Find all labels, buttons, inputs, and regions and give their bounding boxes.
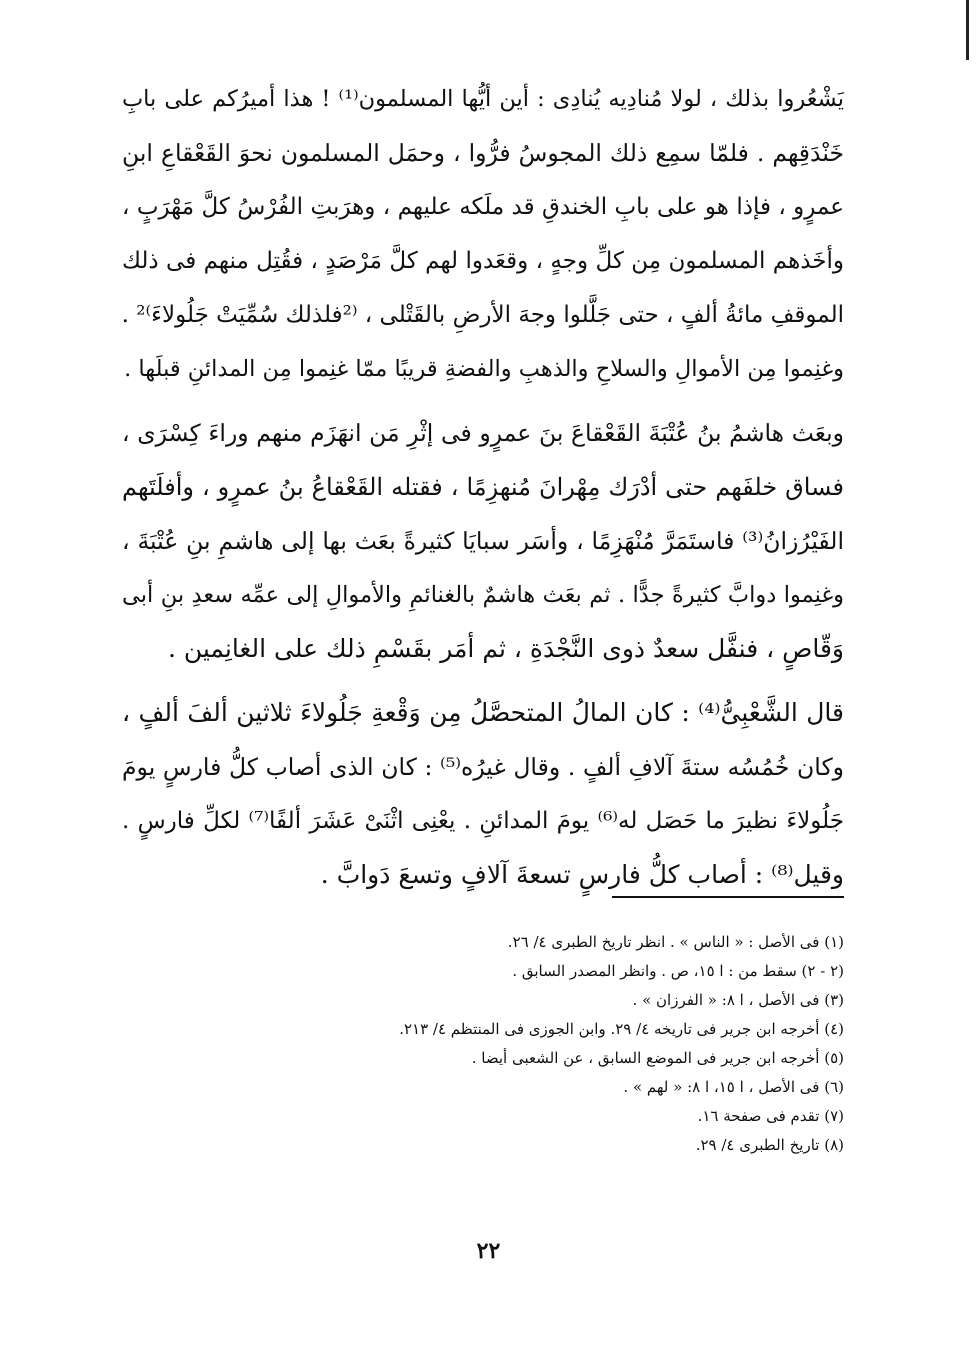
text-line: الموقفِ مائةُ ألفٍ ، حتى جَلَّلوا وجهَ الأرضِ بالقَتْلى ، ⁽²فلذلك سُمِّيَتْ جَلُولاءَ⁾² . (121, 302, 844, 328)
text-line: الفَيْرُزانُ⁽³⁾ فاستَمَرَّ مُنْهَزِمًا ، وأسَر سبايَا كثيرةً بعَث بها إلى هاشمِ بنِ عُتْبَةَ ، (122, 527, 844, 555)
text-line: وبعَث هاشمُ بنُ عُتْبَةَ القَعْقاعَ بنَ عمرٍو فى إثْرِ مَن انهَزَم منهم وراءَ كِسْرَى ، (122, 419, 844, 447)
paragraph-3 (122, 686, 844, 902)
text-line: وأخَذهم المسلمون مِن كلِّ وجهٍ ، وقعَدوا لهم كلَّ مَرْصَدٍ ، فقُتِل منهم فى ذلك (122, 248, 844, 274)
paragraph-2 (122, 406, 844, 676)
footnote-8: (٨) تاريخ الطبرى ٤/ ٢٩. (695, 1136, 844, 1154)
footnote-2: (٢ - ٢) سقط من : ا ١٥، ص . وانظر المصدر السابق . (512, 962, 844, 980)
text-line: جَلُولاءَ نظيرَ ما حَصَل له⁽⁶⁾ يومَ المدائنِ . يعْنِى اثْنَىْ عَشَرَ ألفًا⁽⁷⁾ لكلِّ فارسٍ . (122, 808, 844, 834)
footnote-1: (١) فى الأصل : « الناس » . انظر تاريخ الطبرى ٤/ ٢٦. (507, 933, 844, 951)
footnotes-section (200, 928, 844, 1160)
text-line: وقيل⁽⁸⁾ : أصاب كلُّ فارسٍ تسعةَ آلافٍ وتسعَ دَوابَّ . (320, 860, 844, 889)
footnote-divider (612, 896, 844, 898)
text-line: فساق خلفَهم حتى أدْرَك مِهْرانَ مُنهزِمًا ، فقتله القَعْقاعُ بنُ عمرٍو ، وأفلَتَهم (122, 473, 844, 501)
footnote-3: (٣) فى الأصل ، ا ٨: « الفرزان » . (632, 991, 844, 1009)
text-line: قال الشَّعْبِىُّ⁽⁴⁾ : كان المالُ المتحصَّلُ مِن وَقْعةِ جَلُولاءَ ثلاثين ألفَ ألفٍ ، (122, 698, 844, 727)
text-line: وغنِموا دوابَّ كثيرةً جدًّا . ثم بعَث هاشمٌ بالغنائمِ والأموالِ إلى عمِّه سعدِ بنِ أبى (122, 582, 844, 608)
main-text-body (122, 72, 844, 902)
text-line: خَنْدَقِهم . فلمّا سمِع ذلك المجوسُ فرُّوا ، وحمَل المسلمون نحوَ القَعْقاعِ ابنِ (122, 139, 844, 167)
page-edge-line (966, 0, 969, 60)
paragraph-1 (122, 72, 844, 396)
text-line: يَشْعُروا بذلك ، لولا مُنادِيه يُنادِى : أين أيُّها المسلمون⁽¹⁾ ! هذا أميرُكم على بابِ (122, 86, 844, 112)
footnote-7: (٧) تقدم فى صفحة ١٦. (697, 1107, 844, 1125)
footnote-4: (٤) أخرجه ابن جرير فى تاريخه ٤/ ٢٩. وابن الجوزى فى المنتظم ٤/ ٢١٣. (399, 1020, 844, 1038)
footnote-6: (٦) فى الأصل ، ا ١٥، ا ٨: « لهم » . (623, 1078, 844, 1096)
text-line: وكان خُمُسُه ستةَ آلافِ ألفٍ . وقال غيرُه⁽⁵⁾ : كان الذى أصاب كلُّ فارسٍ يومَ (122, 753, 844, 781)
text-line: عمرٍو ، فإذا هو على بابِ الخندقِ قد ملَكه عليهم ، وهرَبتِ الفُرْسُ كلَّ مَهْرَبٍ ، (122, 194, 844, 220)
page-number: ٢٢ (476, 1238, 501, 1264)
text-line: وَقّاصٍ ، فنفَّل سعدٌ ذوى النَّجْدَةِ ، ثم أمَر بقَسْمِ ذلك على الغانِمين . (167, 634, 844, 663)
footnote-5: (٥) أخرجه ابن جرير فى الموضع السابق ، عن الشعبى أيضا . (471, 1049, 844, 1067)
text-line: وغنِموا مِن الأموالِ والسلاحِ والذهبِ والفضةِ قريبًا ممّا غنِموا مِن المدائنِ قبلَها . (124, 356, 844, 382)
